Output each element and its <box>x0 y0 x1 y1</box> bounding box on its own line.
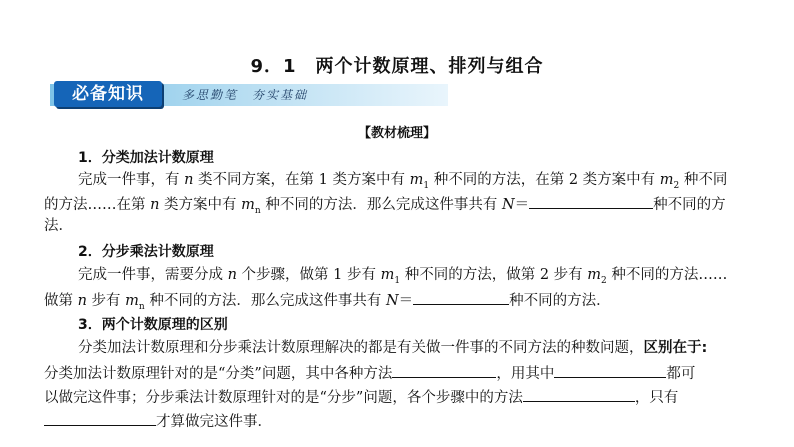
banner-tag: 必备知识 <box>54 81 162 107</box>
s2-line2: 做第 n 步有 $m_n$ 种不同的方法．那么完成这件事共有 N＝ 种不同的方法． <box>44 290 611 316</box>
page-title: 9．1 两个计数原理、排列与组合 <box>250 56 544 77</box>
s3-line2: 分类加法计数原理针对的是“分类”问题，其中各种方法 ，用其中 都可 <box>44 363 695 383</box>
answer-blank[interactable] <box>392 363 496 378</box>
s1-line3: 法． <box>44 218 73 234</box>
s1-line1: 完成一件事，有 n 类不同方案，在第 1 类方案中有 $m_1$ 种不同的方法，在第 2 类方案中有 $m_2$ 种不同 <box>78 172 728 191</box>
s2-heading: 2．分步乘法计数原理 <box>78 244 214 260</box>
answer-blank[interactable] <box>413 290 509 305</box>
s2-line1: 完成一件事，需要分成 n 个步骤，做第 1 步有 $m_1$ 种不同的方法，做第 2 步有 $m_2$ 种不同的方法…… <box>78 267 728 286</box>
answer-blank[interactable] <box>554 363 666 378</box>
answer-blank[interactable] <box>44 411 156 426</box>
answer-blank[interactable] <box>523 387 635 402</box>
s1-heading: 1．分类加法计数原理 <box>78 150 214 166</box>
section-heading: 【教材梳理】 <box>357 126 436 141</box>
s3-line3: 以做完这件事；分步乘法计数原理针对的是“分步”问题，各个步骤中的方法 ，只有 <box>44 387 678 407</box>
s3-line1: 分类加法计数原理和分步乘法计数原理解决的都是有关做一件事的不同方法的种数问题，区别在于: <box>78 340 708 356</box>
s3-heading: 3．两个计数原理的区别 <box>78 317 228 333</box>
banner-slogan: 多思勤笔 夯实基础 <box>182 88 309 102</box>
answer-blank[interactable] <box>529 194 653 209</box>
s1-line2: 的方法……在第 n 类方案中有 $m_n$ 种不同的方法．那么完成这件事共有 N＝ 种不同的方 <box>44 194 726 220</box>
s3-line4: 才算做完这件事． <box>44 411 272 431</box>
